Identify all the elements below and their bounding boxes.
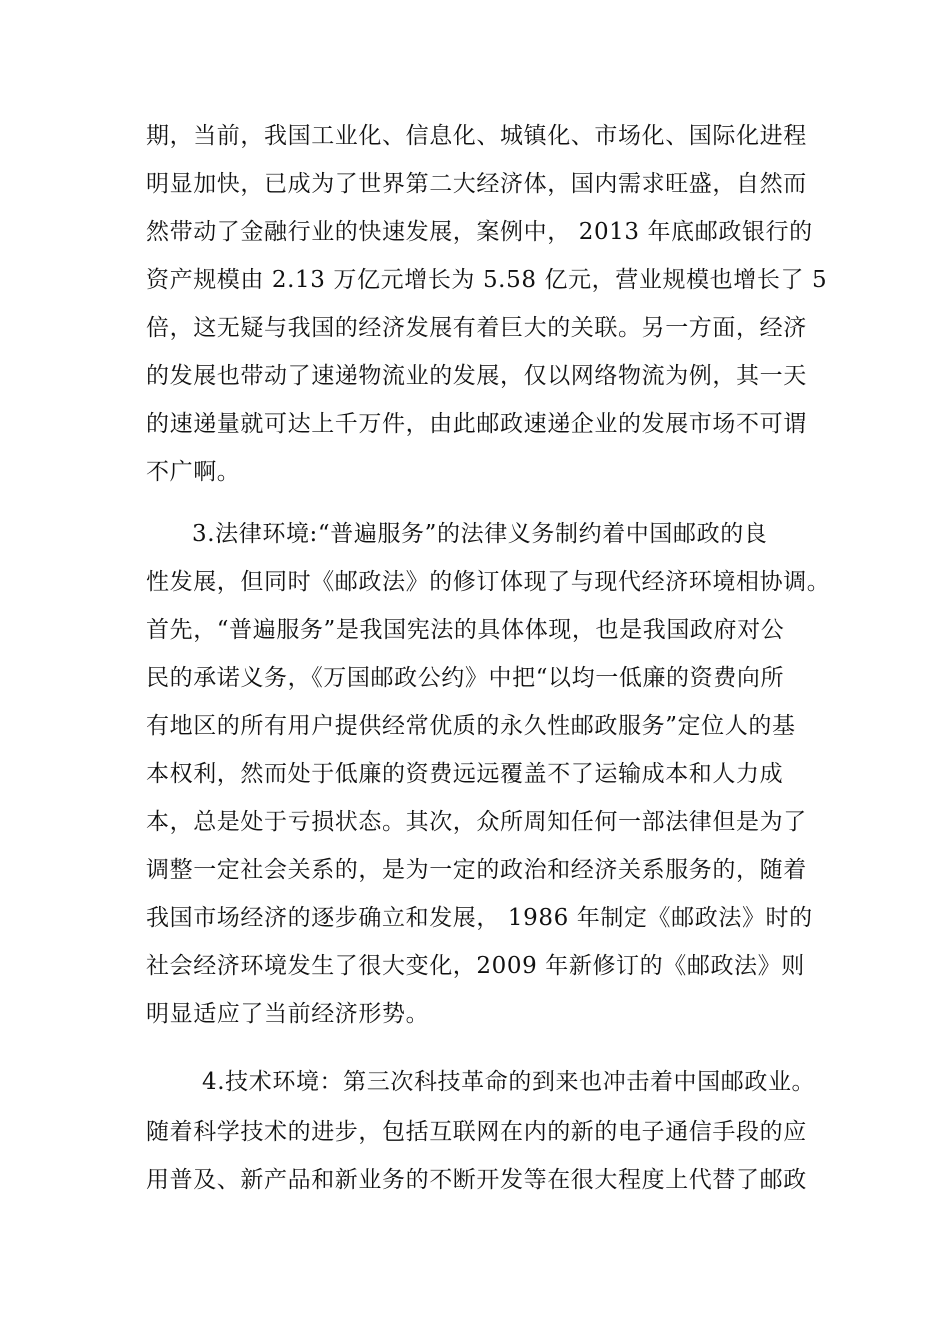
text-line: 民的承诺义务，《万国邮政公约》中把“以均一低廉的资费向所	[146, 665, 785, 691]
section-heading-technology: 4.技术环境：第三次科技革命的到来也冲击着中国邮政业。	[202, 1069, 816, 1095]
text-line: 用普及、新产品和新业务的不断开发等在很大程度上代替了邮政	[146, 1167, 807, 1193]
text-line: 不广啊。	[146, 459, 241, 485]
text-line: 期，当前，我国工业化、信息化、城镇化、市场化、国际化进程	[146, 123, 807, 149]
text-line: 倍，这无疑与我国的经济发展有着巨大的关联。另一方面，经济	[146, 315, 807, 341]
text-line: 本，总是处于亏损状态。其次，众所周知任何一部法律但是为了	[146, 809, 807, 835]
text-line: 调整一定社会关系的，是为一定的政治和经济关系服务的，随着	[146, 857, 807, 883]
text-line: 资产规模由 2.13 万亿元增长为 5.58 亿元，营业规模也增长了 5	[146, 267, 828, 293]
text-line: 本权利，然而处于低廉的资费远远覆盖不了运输成本和人力成	[146, 761, 784, 787]
text-line: 的发展也带动了速递物流业的发展，仅以网络物流为例，其一天	[146, 363, 807, 389]
text-line: 然带动了金融行业的快速发展，案例中， 2013 年底邮政银行的	[146, 219, 813, 245]
text-line: 性发展，但同时《邮政法》的修订体现了与现代经济环境相协调。	[146, 569, 831, 595]
section-heading-legal: 3.法律环境:“普遍服务”的法律义务制约着中国邮政的良	[192, 521, 768, 547]
text-line: 首先，“普遍服务”是我国宪法的具体体现，也是我国政府对公	[146, 617, 785, 643]
text-line: 社会经济环境发生了很大变化，2009 年新修订的《邮政法》则	[146, 953, 805, 979]
text-line: 有地区的所有用户提供经常优质的永久性邮政服务”定位人的基	[146, 713, 796, 739]
text-line: 随着科学技术的进步，包括互联网在内的新的电子通信手段的应	[146, 1119, 807, 1145]
text-line: 的速递量就可达上千万件，由此邮政速递企业的发展市场不可谓	[146, 411, 807, 437]
text-line: 明显适应了当前经济形势。	[146, 1001, 430, 1027]
text-line: 我国市场经济的逐步确立和发展， 1986 年制定《邮政法》时的	[146, 905, 813, 931]
text-line: 明显加快，已成为了世界第二大经济体，国内需求旺盛，自然而	[146, 171, 807, 197]
